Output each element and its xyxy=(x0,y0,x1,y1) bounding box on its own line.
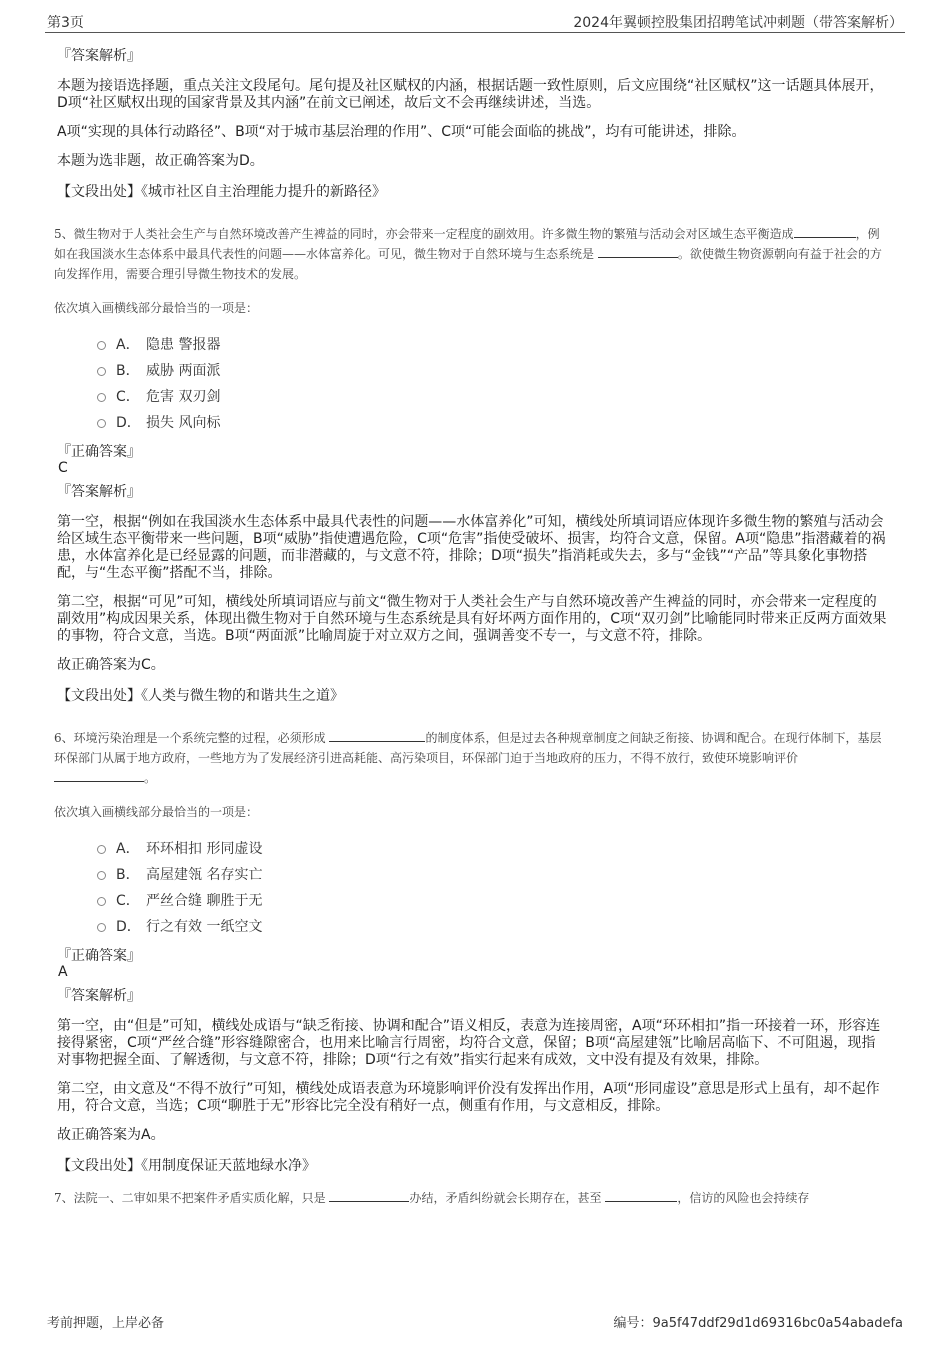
question-text: 6、环境污染治理是一个系统完整的过程，必须形成 xyxy=(54,731,326,745)
question-text: 5、微生物对于人类社会生产与自然环境改善产生裨益的同时，亦会带来一定程度的副效用。许多微生物的繁殖与活动会对区域生态平衡造成 xyxy=(54,227,794,241)
analysis-paragraph: 故正确答案为A。 xyxy=(57,1127,165,1143)
radio-icon[interactable] xyxy=(97,871,106,880)
fill-blank xyxy=(329,729,425,742)
analysis-paragraph: 本题为接语选择题，重点关注文段尾句。尾句提及社区赋权的内涵，根据话题一致性原则，后文应围绕“社区赋权”这一话题具体展开，D项“社区赋权出现的国家背景及其内涵”在前文已阐述，故后文不会再继续讲述，当选。 xyxy=(57,78,884,111)
question-6-options xyxy=(97,836,887,940)
radio-icon[interactable] xyxy=(97,897,106,906)
correct-answer: A xyxy=(58,964,68,980)
fill-blank xyxy=(329,1189,409,1202)
question-text: 办结，矛盾纠纷就会长期存在，甚至 xyxy=(409,1191,602,1205)
question-6-stem xyxy=(54,728,887,788)
analysis-paragraph: 第一空，由“但是”可知，横线处成语与“缺乏衔接、协调和配合”语义相反，表意为连接周密，A项“环环相扣”指一环接着一环，形容连接得紧密，C项“严丝合缝”形容缝隙密合，也用来比喻言行周密，均符合文意，保留；B项“高屋建瓴”比喻居高临下、不可阻遏，现指对事物把握全面、了解透彻，与文意不符，排除；D项“行之有效”指实行起来有成效，文中没有提及有效果，排除。 xyxy=(57,1018,881,1068)
radio-icon[interactable] xyxy=(97,419,106,428)
document-code: 编号：9a5f47ddf29d1d69316bc0a54abadefa xyxy=(613,1316,903,1331)
option-d[interactable]: D． 行之有效 一纸空文 xyxy=(97,914,887,940)
question-7-stem xyxy=(54,1188,887,1208)
fill-blank xyxy=(54,769,144,782)
radio-icon[interactable] xyxy=(97,341,106,350)
analysis-paragraph: 本题为选非题，故正确答案为D。 xyxy=(57,153,264,169)
radio-icon[interactable] xyxy=(97,923,106,932)
question-5-stem xyxy=(54,224,887,284)
analysis-label: 『答案解析』 xyxy=(57,484,141,500)
option-c[interactable]: C． 严丝合缝 聊胜于无 xyxy=(97,888,887,914)
option-a[interactable]: A． 隐患 警报器 xyxy=(97,332,887,358)
option-d[interactable]: D． 损失 风向标 xyxy=(97,410,887,436)
source-citation: 【文段出处】《人类与微生物的和谐共生之道》 xyxy=(57,688,344,704)
analysis-paragraph: 第二空，由文意及“不得不放行”可知，横线处成语表意为环境影响评价没有发挥出作用，A项“形同虚设”意思是形式上虽有，却不起作用，符合文意，当选；C项“聊胜于无”形容比完全没有稍好一点，侧重有作用，与文意相反，排除。 xyxy=(57,1081,880,1114)
question-text: 。 xyxy=(144,771,157,785)
radio-icon[interactable] xyxy=(97,367,106,376)
question-text: 的制度体系，但是过去各种规章制度之间缺乏衔接、协调和配合。在现行体制下，基层环保部门从属于地方政府，一些地方为了发展经济引进高耗能、高污染项目，环保部门迫于当地政府的压力，不得不放行，致使环境影响评价 xyxy=(54,731,882,765)
analysis-label: 『答案解析』 xyxy=(57,988,141,1004)
option-b[interactable]: B． 高屋建瓴 名存实亡 xyxy=(97,862,887,888)
question-text: ，信访的风险也会持续存 xyxy=(677,1191,810,1205)
correct-answer: C xyxy=(58,460,68,476)
fill-blank xyxy=(605,1189,677,1202)
option-b[interactable]: B． 威胁 两面派 xyxy=(97,358,887,384)
question-text: 。欲使微生物资源朝向有益于社会的方向发挥作用，需要合理引导微生物技术的发展。 xyxy=(54,247,882,281)
question-text: 7、法院一、二审如果不把案件矛盾实质化解，只是 xyxy=(54,1191,326,1205)
question-prompt: 依次填入画横线部分最恰当的一项是： xyxy=(54,301,259,315)
answer-label: 『正确答案』 xyxy=(57,444,141,460)
answer-label: 『正确答案』 xyxy=(57,948,141,964)
question-text: ，例如在我国淡水生态体系中最具代表性的问题——水体富养化。可见，微生物对于自然环境与生态系统是 xyxy=(54,227,880,261)
analysis-paragraph: 第一空，根据“例如在我国淡水生态体系中最具代表性的问题——水体富养化”可知，横线处所填词语应体现许多微生物的繁殖与活动会给区域生态平衡带来一些问题，B项“威胁”指使遭遇危险，C项“危害”指使受破坏、损害，均符合文意，保留。A项“隐患”指潜藏着的祸患，水体富养化是已经显露的问题，而非潜藏的，与文意不符，排除；D项“损失”指消耗或失去，多与“金钱”“产品”等具象化事物搭配，与“生态平衡”搭配不当，排除。 xyxy=(57,514,886,581)
option-a[interactable]: A． 环环相扣 形同虚设 xyxy=(97,836,887,862)
radio-icon[interactable] xyxy=(97,393,106,402)
analysis-paragraph: A项“实现的具体行动路径”、B项“对于城市基层治理的作用”、C项“可能会面临的挑战”，均有可能讲述，排除。 xyxy=(57,124,746,140)
option-c[interactable]: C． 危害 双刃剑 xyxy=(97,384,887,410)
page-number: 第3页 xyxy=(47,15,84,31)
radio-icon[interactable] xyxy=(97,845,106,854)
source-citation: 【文段出处】《城市社区自主治理能力提升的新路径》 xyxy=(57,184,386,200)
document-title: 2024年翼顿控股集团招聘笔试冲刺题（带答案解析） xyxy=(573,15,903,31)
source-citation: 【文段出处】《用制度保证天蓝地绿水净》 xyxy=(57,1158,316,1174)
footer-slogan: 考前押题，上岸必备 xyxy=(47,1316,165,1331)
question-prompt: 依次填入画横线部分最恰当的一项是： xyxy=(54,805,259,819)
question-5-options xyxy=(97,332,887,436)
page-header xyxy=(45,10,905,33)
fill-blank xyxy=(598,245,678,258)
analysis-paragraph: 第二空，根据“可见”可知，横线处所填词语应与前文“微生物对于人类社会生产与自然环境改善产生裨益的同时，亦会带来一定程度的副效用”构成因果关系，体现出微生物对于自然环境与生态系统是具有好坏两方面作用的，C项“双刃剑”比喻能同时带来正反两方面效果的事物，符合文意，当选。B项“两面派”比喻周旋于对立双方之间，强调善变不专一，与文意不符，排除。 xyxy=(57,594,887,644)
fill-blank xyxy=(794,225,856,238)
analysis-paragraph: 故正确答案为C。 xyxy=(57,657,165,673)
page-content xyxy=(54,46,887,1222)
analysis-label: 『答案解析』 xyxy=(57,48,141,64)
